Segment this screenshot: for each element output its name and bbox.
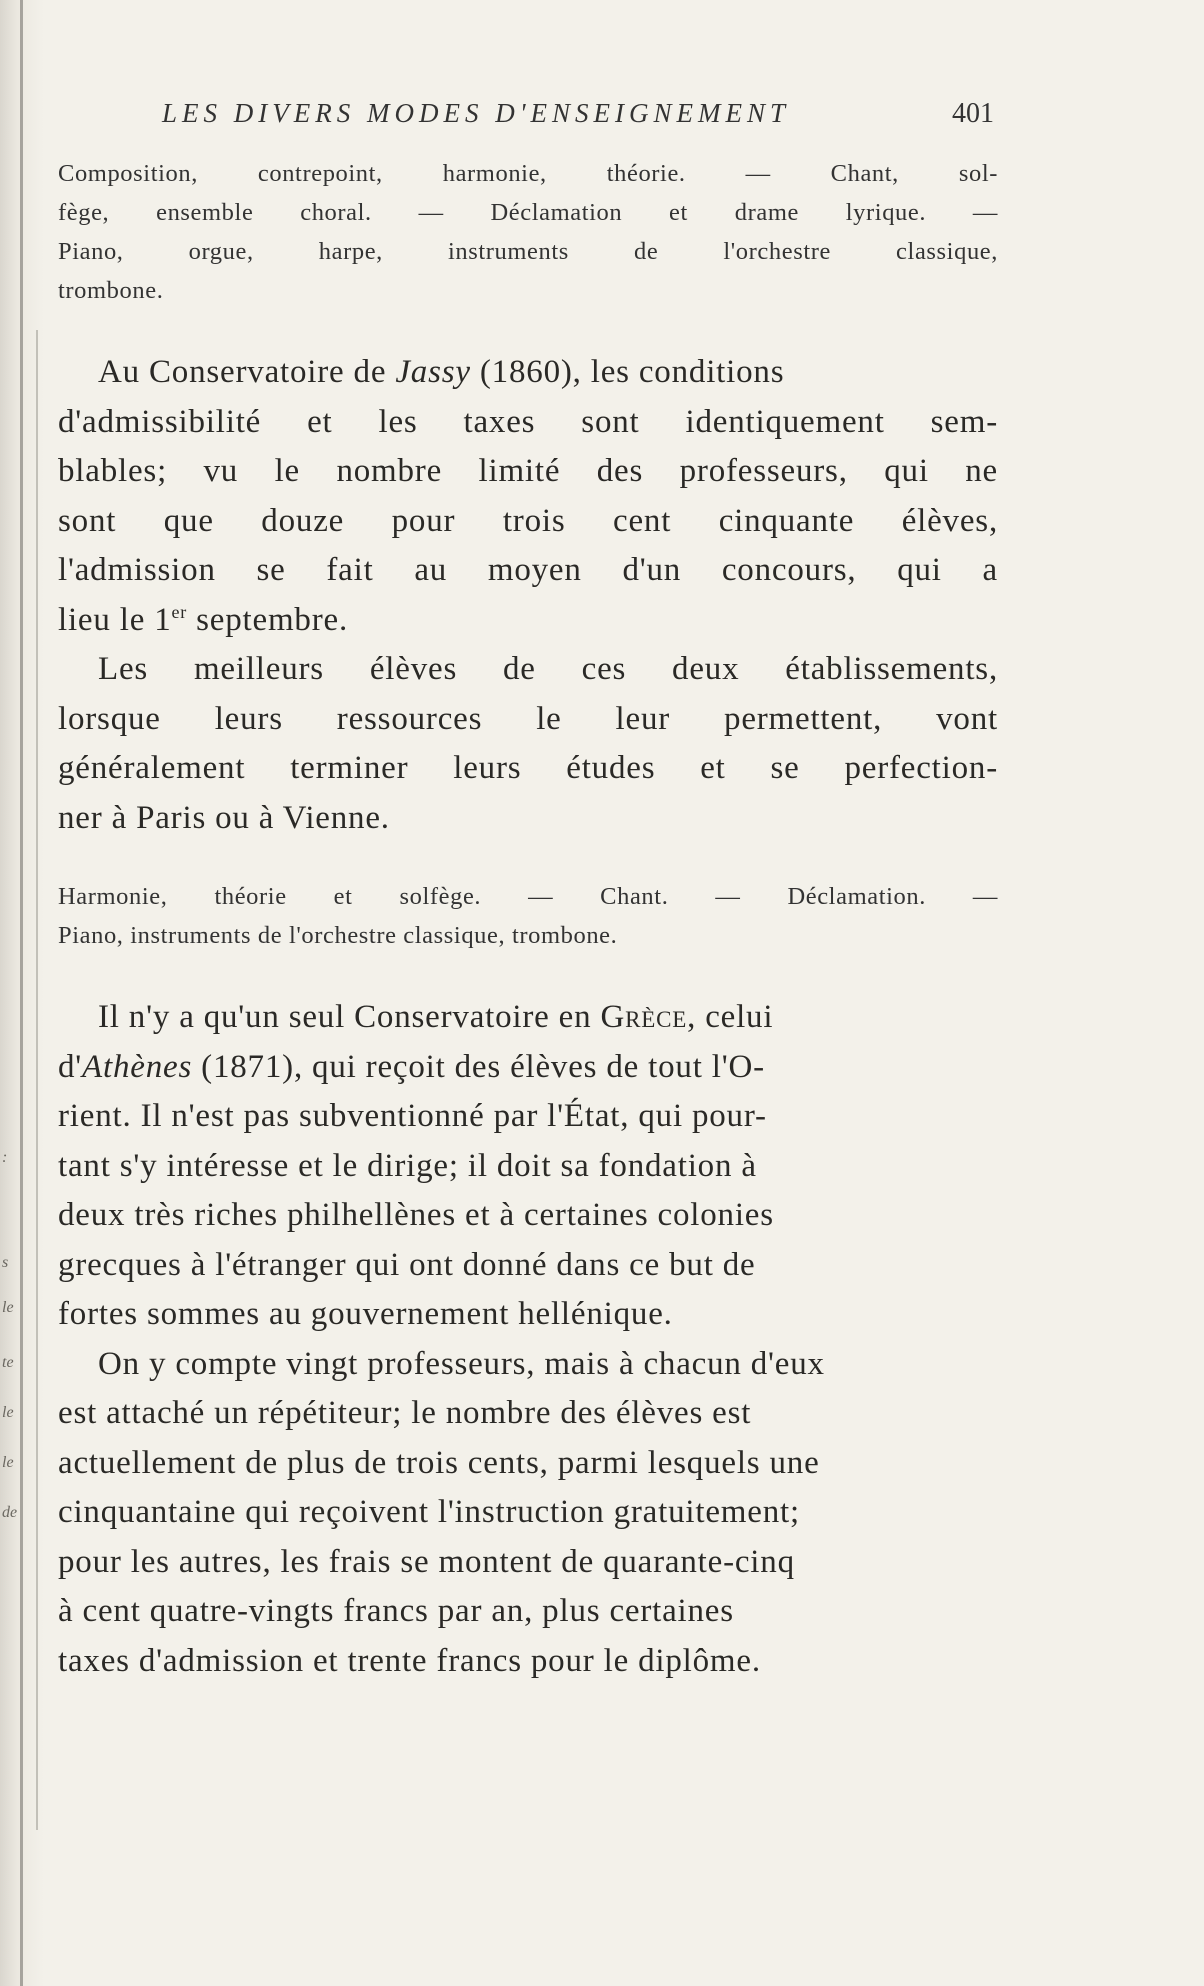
text-run: (1871), qui reçoit des élèves de tout l'O- (192, 1048, 765, 1085)
text-line: blables; vu le nombre limité des professeurs, qui ne (58, 453, 998, 489)
text-line: pour les autres, les frais se montent de quarante-cinq (58, 1543, 795, 1580)
text-line: d'admissibilité et les taxes sont identiquement sem- (58, 403, 998, 440)
text-line: fortes sommes au gouvernement hellénique. (58, 1296, 673, 1332)
text-line: actuellement de plus de trois cents, parmi lesquels une (58, 1444, 820, 1481)
margin-fragment: s (2, 1254, 9, 1271)
paragraph-jassy (58, 348, 998, 645)
text-line: grecques à l'étranger qui ont donné dans ce but de (58, 1246, 756, 1283)
margin-fragment: te (2, 1354, 14, 1371)
list-line: fège, ensemble choral. — Déclamation et drame lyrique. — (58, 199, 998, 226)
text-run: (1860), les conditions (470, 354, 785, 390)
list-line: Composition, contrepoint, harmonie, théorie. — Chant, sol- (58, 160, 998, 187)
text-line (58, 1043, 998, 1093)
country-name: Grèce (600, 999, 688, 1035)
text-line: taxes d'admission et trente francs pour le diplôme. (58, 1642, 761, 1679)
superscript: er (171, 601, 188, 622)
text-line: deux très riches philhellènes et à certaines colonies (58, 1197, 774, 1233)
text-line: cinquantaine qui reçoivent l'instruction gratuitement; (58, 1494, 800, 1530)
text-line: ner à Paris ou à Vienne. (58, 799, 390, 836)
text-line (58, 348, 998, 398)
paragraph-athens (58, 993, 998, 1340)
text-line: à cent quatre-vingts francs par an, plus certaines (58, 1593, 734, 1629)
margin-fragment: le (2, 1404, 14, 1421)
text-line: rient. Il n'est pas subventionné par l'État, qui pour- (58, 1098, 767, 1134)
text-run: Au Conservatoire de (98, 354, 396, 390)
text-run: d' (58, 1048, 83, 1085)
text-line: généralement terminer leurs études et se perfection- (58, 750, 998, 786)
text-run: lieu le 1 (58, 601, 172, 638)
course-list-bucharest (58, 154, 998, 310)
margin-fragment: de (2, 1504, 18, 1521)
margin-fragment: le (2, 1454, 14, 1471)
list-line: trombone. (58, 277, 164, 304)
text-line: sont que douze pour trois cent cinquante élèves, (58, 502, 998, 539)
text-line: lorsque leurs ressources le leur permettent, vont (58, 700, 998, 737)
text-line: l'admission se fait au moyen d'un concours, qui a (58, 552, 998, 588)
book-page (58, 98, 998, 1686)
running-header (58, 98, 998, 134)
text-line: est attaché un répétiteur; le nombre des élèves est (58, 1395, 752, 1431)
list-line: Harmonie, théorie et solfège. — Chant. — Déclamation. — (58, 883, 998, 910)
paragraph-best-students (58, 645, 998, 843)
text-run: , celui (687, 999, 774, 1035)
list-line: Piano, instruments de l'orchestre classique, trombone. (58, 922, 618, 949)
binding-edge (20, 0, 23, 1986)
text-line (58, 993, 998, 1043)
paragraph-professors (58, 1340, 998, 1687)
city-name: Jassy (395, 354, 471, 390)
running-title: LES DIVERS MODES D'ENSEIGNEMENT (162, 98, 790, 128)
margin-fragment: le (2, 1299, 14, 1316)
text-line (58, 596, 998, 646)
text-line: tant s'y intéresse et le dirige; il doit sa fondation à (58, 1147, 757, 1184)
text-run: septembre. (187, 601, 349, 638)
list-line: Piano, orgue, harpe, instruments de l'orchestre classique, (58, 238, 998, 265)
course-list-jassy (58, 877, 998, 955)
city-name: Athènes (82, 1048, 193, 1085)
page-number: 401 (952, 98, 994, 129)
text-line: On y compte vingt professeurs, mais à chacun d'eux (98, 1345, 825, 1382)
margin-fragment: : (2, 1149, 8, 1166)
binding-shadow (36, 330, 38, 1830)
text-run: Il n'y a qu'un seul Conservatoire en (98, 999, 601, 1035)
text-line: Les meilleurs élèves de ces deux établissements, (98, 651, 998, 687)
